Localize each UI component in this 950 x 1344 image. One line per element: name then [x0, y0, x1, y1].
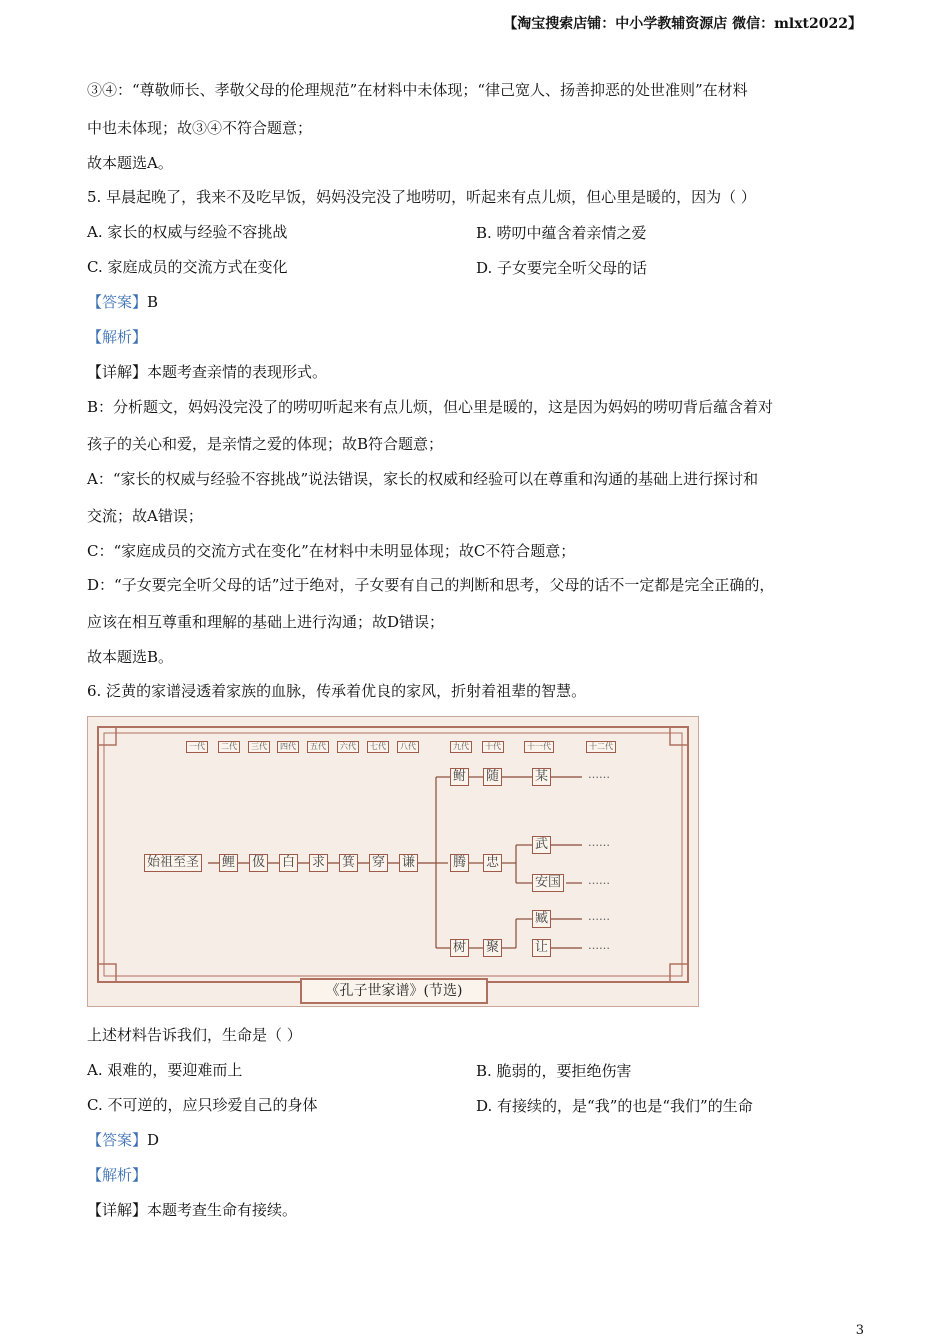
intro-line-1: ③④：“尊敬师长、孝敬父母的伦理规范”在材料中未体现；“律己宽人、扬善抑恶的处世准则”在材料 — [87, 81, 748, 99]
gen-label: 九代 — [450, 741, 472, 753]
ancestor-box: 某 — [532, 768, 551, 786]
ancestor-box: 鲤 — [219, 854, 238, 872]
q5-c-line-1: C：“家庭成员的交流方式在变化”在材料中未明显体现；故C不符合题意； — [87, 542, 576, 560]
answer-tag: 【答案】 — [87, 1131, 148, 1149]
ellipsis: …… — [588, 939, 610, 952]
gen-label: 三代 — [248, 741, 270, 753]
ellipsis: …… — [588, 836, 610, 849]
q6-option-b: B. 脆弱的，要拒绝伤害 — [476, 1062, 632, 1080]
gen-label: 十一代 — [524, 741, 554, 753]
genealogy-figure — [87, 716, 699, 1007]
gen-label: 十二代 — [586, 741, 616, 753]
ancestor-box: 始祖至圣 — [144, 854, 202, 872]
answer-value: D — [147, 1131, 160, 1149]
ellipsis: …… — [588, 768, 610, 781]
q6-detail: 【详解】本题考查生命有接续。 — [87, 1201, 298, 1219]
ancestor-box: 臧 — [532, 910, 551, 928]
gen-label: 二代 — [218, 741, 240, 753]
q5-d-line-2: 应该在相互尊重和理解的基础上进行沟通；故D错误； — [87, 613, 445, 631]
ancestor-box: 聚 — [483, 939, 502, 957]
q5-stem: 5. 早晨起晚了，我来不及吃早饭，妈妈没完没了地唠叨，听起来有点儿烦，但心里是暖的，因为（ ） — [87, 188, 756, 206]
ancestor-box: 求 — [309, 854, 328, 872]
gen-label: 十代 — [482, 741, 504, 753]
q5-conclusion: 故本题选B。 — [87, 648, 174, 666]
gen-label: 五代 — [307, 741, 329, 753]
q5-option-b: B. 唠叨中蕴含着亲情之爱 — [476, 224, 647, 242]
gen-label: 八代 — [397, 741, 419, 753]
q5-option-c: C. 家庭成员的交流方式在变化 — [87, 258, 288, 276]
ancestor-box: 武 — [532, 836, 551, 854]
q6-option-c: C. 不可逆的，应只珍爱自己的身体 — [87, 1096, 318, 1114]
answer-value: B — [147, 293, 159, 311]
figure-caption: 《孔子世家谱》(节选) — [300, 978, 488, 1004]
q6-analysis-tag: 【解析】 — [87, 1166, 148, 1184]
intro-line-2: 中也未体现；故③④不符合题意； — [87, 119, 313, 137]
ancestor-box: 箕 — [339, 854, 358, 872]
page-header: 【淘宝搜索店铺：中小学教辅资源店 微信：mlxt2022】 — [503, 16, 862, 32]
q5-answer — [87, 292, 158, 312]
q6-question: 上述材料告诉我们，生命是（ ） — [87, 1026, 302, 1044]
ancestor-box: 安国 — [532, 874, 564, 892]
ancestor-box: 树 — [450, 939, 469, 957]
ancestor-box: 谦 — [399, 854, 418, 872]
gen-label: 七代 — [367, 741, 389, 753]
answer-tag: 【答案】 — [87, 293, 148, 311]
ancestor-box: 随 — [483, 768, 502, 786]
ancestor-box: 白 — [279, 854, 298, 872]
ancestor-box: 让 — [532, 939, 551, 957]
q5-d-line-1: D：“子女要完全听父母的话”过于绝对，子女要有自己的判断和思考，父母的话不一定都是完全正确的， — [87, 576, 775, 594]
ancestor-box: 腾 — [450, 854, 469, 872]
ellipsis: …… — [588, 910, 610, 923]
ancestor-box: 伋 — [249, 854, 268, 872]
q5-b-line-1: B：分析题文，妈妈没完没了的唠叨听起来有点儿烦，但心里是暖的，这是因为妈妈的唠叨背后蕴含着对 — [87, 398, 774, 416]
q6-option-d: D. 有接续的，是“我”的也是“我们”的生命 — [476, 1097, 753, 1115]
gen-label: 六代 — [337, 741, 359, 753]
q5-option-a: A. 家长的权威与经验不容挑战 — [87, 223, 288, 241]
intro-line-3: 故本题选A。 — [87, 154, 173, 172]
gen-label: 一代 — [186, 741, 208, 753]
q5-a-line-2: 交流；故A错误； — [87, 507, 203, 525]
ancestor-box: 鲋 — [450, 768, 469, 786]
gen-label: 四代 — [277, 741, 299, 753]
ellipsis: …… — [588, 874, 610, 887]
q5-b-line-2: 孩子的关心和爱，是亲情之爱的体现；故B符合题意； — [87, 435, 444, 453]
q5-detail: 【详解】本题考查亲情的表现形式。 — [87, 363, 328, 381]
ancestor-box: 穿 — [369, 854, 388, 872]
q6-answer — [87, 1130, 159, 1150]
q5-option-d: D. 子女要完全听父母的话 — [476, 259, 648, 277]
page-number: 3 — [855, 1323, 864, 1338]
q6-option-a: A. 艰难的，要迎难而上 — [87, 1061, 243, 1079]
q5-analysis-tag: 【解析】 — [87, 328, 148, 346]
ancestor-box: 忠 — [483, 854, 502, 872]
q5-a-line-1: A：“家长的权威与经验不容挑战”说法错误，家长的权威和经验可以在尊重和沟通的基础上进行探讨和 — [87, 470, 759, 488]
q6-stem: 6. 泛黄的家谱浸透着家族的血脉，传承着优良的家风，折射着祖辈的智慧。 — [87, 682, 587, 700]
